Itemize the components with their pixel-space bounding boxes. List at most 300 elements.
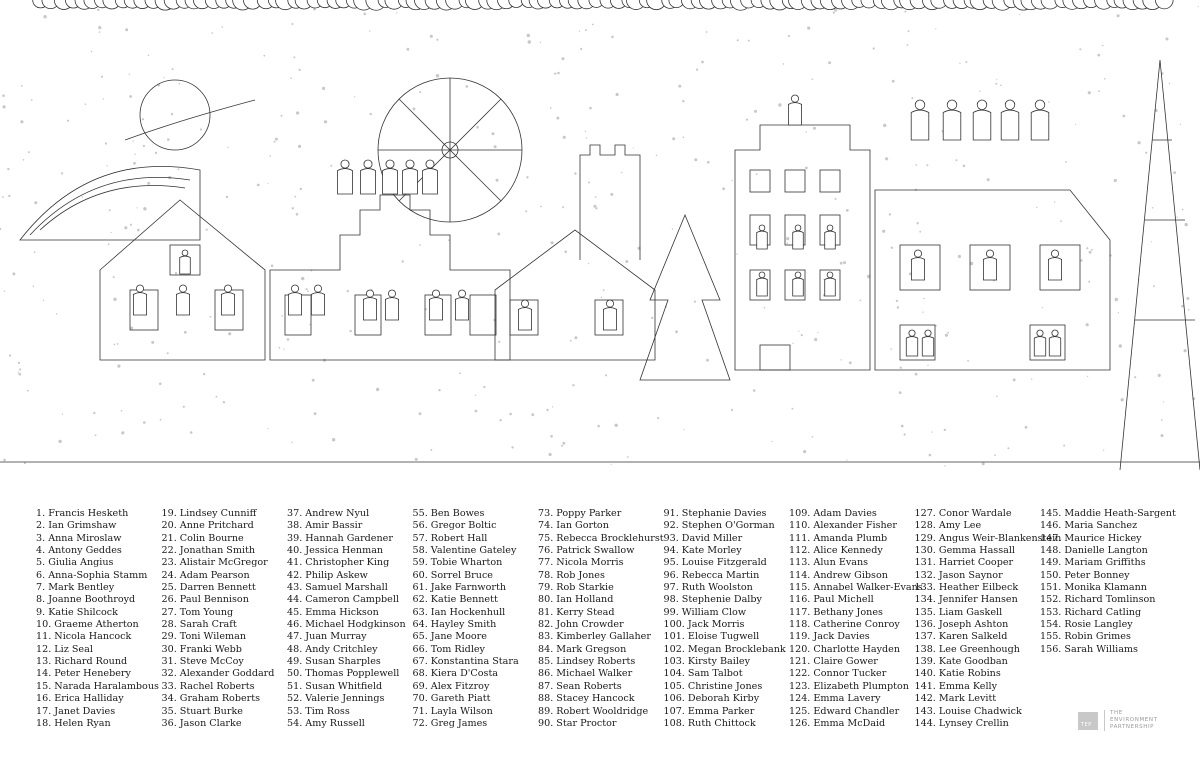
- name-entry: 43. Samuel Marshall: [287, 582, 388, 594]
- snowflake: [274, 141, 276, 143]
- name-entry: 144. Lynsey Crellin: [914, 717, 1009, 729]
- snowflake: [85, 103, 87, 105]
- snowflake: [117, 343, 119, 345]
- name-entry: 71. Layla Wilson: [412, 705, 493, 717]
- snowflake: [549, 453, 552, 456]
- person-figure: [138, 0, 162, 392]
- name-entry: 109. Adam Davies: [789, 508, 877, 519]
- name-entry: 51. Susan Whitfield: [287, 680, 383, 692]
- name-entry: 68. Kiera D'Costa: [412, 668, 499, 680]
- snowflake: [28, 151, 30, 153]
- person-figure: [455, 290, 468, 320]
- person-figure: [793, 272, 804, 296]
- name-entry: 22. Jonathan Smith: [161, 545, 256, 557]
- snowflake: [1054, 201, 1055, 202]
- person-figure: [633, 0, 655, 398]
- name-entry: 54. Amy Russell: [287, 717, 365, 729]
- snowflake: [143, 207, 146, 210]
- person-figure: [1148, 0, 1173, 388]
- tep-logo: [1078, 710, 1158, 731]
- name-entry: 66. Tom Ridley: [412, 643, 485, 655]
- snowflake: [927, 365, 928, 366]
- snowflake: [1121, 398, 1124, 401]
- name-entry: 150. Peter Bonney: [1040, 569, 1130, 581]
- name-entry: 82. John Crowder: [538, 619, 624, 631]
- snowflake: [1180, 124, 1181, 125]
- snowflake: [476, 126, 479, 129]
- name-entry: 60. Sorrel Bruce: [412, 569, 493, 581]
- snowflake: [283, 349, 284, 350]
- house-1: [100, 200, 265, 360]
- person-figure: [383, 160, 398, 194]
- snowflake: [694, 301, 696, 303]
- name-entry: 34. Graham Roberts: [161, 693, 261, 705]
- person-figure: [887, 0, 909, 396]
- snowflake: [1118, 312, 1119, 313]
- name-entry: 122. Connor Tucker: [789, 668, 887, 680]
- person-figure: [250, 0, 275, 389]
- person-figure: [825, 272, 836, 296]
- snowflake: [814, 338, 817, 341]
- name-entry: 145. Maddie Heath-Sargent: [1040, 508, 1176, 519]
- name-entry: 111. Amanda Plumb: [789, 532, 888, 544]
- snowflake: [498, 341, 500, 343]
- person-figure: [117, 0, 140, 394]
- person-figure: [518, 300, 531, 330]
- name-entry: 107. Emma Parker: [663, 705, 755, 717]
- person-figure: [281, 0, 304, 393]
- person-figure: [224, 0, 252, 379]
- name-entry: 101. Eloise Tugwell: [663, 631, 760, 643]
- snowflake: [1091, 249, 1093, 251]
- person-figure: [127, 0, 151, 391]
- snowflake: [1000, 85, 1002, 87]
- person-figure: [300, 0, 323, 395]
- snowflake: [1166, 38, 1169, 41]
- snowflake: [222, 26, 224, 28]
- house-3: [495, 230, 655, 360]
- snowflake: [396, 12, 397, 13]
- snowflake: [967, 360, 969, 362]
- snowflake: [93, 412, 95, 414]
- person-figure: [95, 0, 120, 388]
- name-entry: 61. Jake Farnworth: [412, 582, 507, 594]
- snowflake: [919, 231, 921, 233]
- name-entry: 153. Richard Catling: [1040, 606, 1142, 618]
- snowflake: [1153, 285, 1155, 287]
- snowflake: [1119, 344, 1122, 347]
- name-entry: 137. Karen Salkeld: [914, 631, 1008, 643]
- snowflake: [43, 300, 44, 301]
- person-figure: [873, 0, 901, 381]
- snowflake: [694, 158, 697, 161]
- person-figure: [757, 225, 768, 249]
- name-entry: 14. Peter Henebery: [36, 668, 131, 680]
- person-figure: [619, 0, 646, 383]
- name-entry: 70. Gareth Piatt: [412, 693, 491, 705]
- snowflake: [813, 127, 816, 130]
- snowflake: [892, 80, 895, 83]
- snowflake: [889, 213, 891, 215]
- person-figure: [1005, 0, 1034, 377]
- name-entry: 23. Alistair McGregor: [161, 557, 268, 569]
- snowflake: [1138, 141, 1141, 144]
- person-figure: [911, 250, 924, 280]
- snowflake: [1063, 445, 1065, 447]
- snowflake: [678, 85, 681, 88]
- crowd: [26, 0, 1173, 400]
- snowflake: [175, 272, 177, 274]
- name-entry: 90. Star Proctor: [538, 717, 617, 729]
- snowflake: [840, 262, 843, 265]
- person-figure: [288, 285, 301, 315]
- snowflake: [330, 165, 332, 167]
- name-entry: 3. Anna Miroslaw: [36, 532, 122, 544]
- name-entry: 9. Katie Shilcock: [36, 606, 118, 618]
- snowflake: [376, 388, 379, 391]
- snowflake: [706, 31, 708, 33]
- person-figure: [674, 0, 699, 389]
- names-column: [162, 508, 286, 730]
- person-figure: [603, 0, 627, 392]
- name-entry: 44. Cameron Campbell: [287, 594, 399, 606]
- snowflake: [19, 368, 21, 370]
- snowflake: [167, 138, 170, 141]
- snowflake: [611, 36, 614, 39]
- name-entry: 31. Steve McCoy: [161, 656, 244, 668]
- snowflake: [296, 111, 299, 114]
- person-figure: [812, 0, 839, 382]
- snowflake: [183, 406, 185, 408]
- snowflake: [415, 458, 418, 461]
- snowflake: [143, 145, 145, 147]
- name-entry: 17. Janet Davies: [36, 705, 116, 717]
- snowflake: [987, 178, 990, 181]
- snowflake: [27, 390, 29, 392]
- snowflake: [935, 28, 936, 29]
- name-entry: 5. Giulia Angius: [36, 557, 114, 569]
- person-figure: [757, 272, 768, 296]
- person-figure: [1001, 100, 1019, 140]
- snowflake: [965, 61, 967, 63]
- name-entry: 130. Gemma Hassall: [914, 545, 1016, 557]
- snowflake: [8, 195, 10, 197]
- name-entry: 138. Lee Greenhough: [914, 643, 1020, 655]
- snowflake: [1198, 6, 1199, 7]
- person-figure: [655, 0, 679, 392]
- name-entry: 97. Ruth Woolston: [663, 582, 753, 594]
- person-figure: [1049, 330, 1060, 356]
- name-entry: 81. Kerry Stead: [538, 606, 615, 618]
- names-column: [1040, 508, 1176, 656]
- snowflake: [98, 26, 101, 29]
- name-entry: 88. Stacey Hancock: [538, 693, 635, 705]
- snowflake: [1177, 217, 1178, 218]
- logo-mark-text: TEP: [1081, 721, 1092, 728]
- name-entry: 15. Narada Haralambous: [36, 680, 159, 692]
- snowflake: [430, 449, 432, 451]
- snowflake: [18, 362, 20, 364]
- snowflake: [911, 97, 913, 99]
- name-entry: 142. Mark Levitt: [914, 693, 997, 705]
- snowflake: [1163, 401, 1164, 402]
- name-entry: 40. Jessica Henman: [287, 545, 384, 557]
- person-figure: [976, 0, 1000, 392]
- name-entry: 4. Antony Geddes: [36, 545, 122, 557]
- snowflake: [1134, 376, 1136, 378]
- snowflake: [945, 334, 948, 337]
- person-figure: [775, 0, 799, 390]
- name-entry: 8. Joanne Boothroyd: [36, 594, 136, 606]
- snowflake: [788, 35, 790, 37]
- snowflake: [135, 154, 136, 155]
- snowflake: [929, 454, 932, 457]
- names-column: [664, 508, 788, 730]
- name-entry: 24. Adam Pearson: [161, 569, 250, 581]
- name-entry: 12. Liz Seal: [36, 643, 93, 655]
- name-entry: 76. Patrick Swallow: [538, 545, 635, 557]
- snowflake: [159, 383, 162, 386]
- snowflake: [1075, 124, 1076, 125]
- snowflake: [137, 229, 140, 232]
- snowflake: [1182, 209, 1184, 211]
- snowflake: [1169, 83, 1170, 84]
- person-figure: [583, 0, 604, 400]
- snowflake: [1123, 115, 1126, 118]
- snowflake: [407, 48, 410, 51]
- snowflake: [633, 147, 634, 148]
- snowflake: [402, 260, 404, 262]
- name-entry: 19. Lindsey Cunniff: [161, 508, 257, 519]
- snowflake: [124, 226, 127, 229]
- name-entry: 16. Erica Halliday: [36, 693, 124, 705]
- snowflake: [783, 63, 785, 65]
- snowflake: [748, 40, 750, 42]
- snowflake: [970, 262, 973, 265]
- snowflake: [113, 298, 116, 301]
- snowflake: [1079, 48, 1081, 50]
- pylon: [1120, 60, 1200, 470]
- snowflake: [561, 445, 563, 447]
- name-entry: 152. Richard Tomlinson: [1040, 594, 1156, 606]
- snowflake: [562, 206, 564, 208]
- name-entry: 79. Rob Starkie: [538, 582, 614, 594]
- snowflake: [129, 95, 132, 98]
- person-figure: [788, 95, 801, 125]
- person-figure: [1077, 0, 1099, 398]
- person-figure: [911, 100, 929, 140]
- person-figure: [320, 0, 344, 392]
- name-entry: 105. Christine Jones: [663, 680, 763, 692]
- snowflake: [588, 263, 589, 264]
- person-figure: [1107, 0, 1130, 395]
- person-figure: [1031, 100, 1049, 140]
- snowflake: [151, 341, 154, 344]
- person-figure: [663, 0, 685, 398]
- person-figure: [88, 0, 110, 397]
- person-figure: [906, 330, 917, 356]
- person-figure: [46, 0, 73, 383]
- snowflake: [907, 44, 909, 46]
- name-entry: 41. Christopher King: [287, 557, 390, 569]
- snowflake: [267, 183, 268, 184]
- snowflake: [1036, 207, 1037, 208]
- snowflake: [436, 74, 439, 77]
- snowflake: [833, 12, 835, 14]
- snowflake: [805, 131, 807, 133]
- snowflake: [211, 32, 213, 34]
- name-entry: 42. Philip Askew: [287, 569, 368, 581]
- name-entry: 121. Claire Gower: [789, 656, 878, 668]
- name-entry: 62. Katie Bennett: [412, 594, 498, 606]
- snowflake: [347, 290, 349, 292]
- snowflake: [588, 182, 590, 184]
- name-entry: 55. Ben Bowes: [412, 508, 485, 519]
- snowflake: [982, 462, 985, 465]
- snowflake: [322, 87, 325, 90]
- snowflake: [1114, 179, 1117, 182]
- snowflake: [746, 119, 748, 121]
- snowflake: [873, 47, 875, 49]
- name-entry: 45. Emma Hickson: [287, 606, 379, 618]
- person-figure: [984, 0, 1013, 377]
- snowflake: [148, 55, 150, 57]
- snowflake: [143, 421, 146, 424]
- snowflake: [223, 401, 225, 403]
- name-entry: 28. Sarah Craft: [161, 619, 237, 631]
- snowflake: [1188, 309, 1190, 311]
- snowflake: [133, 162, 136, 165]
- person-figure: [169, 0, 193, 393]
- name-entry: 29. Toni Wileman: [161, 631, 247, 643]
- person-figure: [403, 160, 418, 194]
- snowflake: [314, 412, 317, 415]
- snowflake: [1161, 419, 1163, 421]
- snowflake: [228, 332, 231, 335]
- snowflake: [625, 260, 628, 263]
- name-entry: 85. Lindsey Roberts: [538, 656, 636, 668]
- person-figure: [180, 250, 191, 274]
- snowflake: [756, 173, 758, 175]
- snowflake: [843, 261, 846, 264]
- snowflake: [496, 179, 499, 182]
- snowflake: [896, 300, 898, 302]
- person-figure: [157, 0, 183, 386]
- name-entry: 83. Kimberley Gallaher: [538, 631, 651, 643]
- name-entry: 52. Valerie Jennings: [287, 693, 385, 705]
- name-entry: 1. Francis Hesketh: [36, 508, 129, 519]
- snowflake: [589, 107, 592, 110]
- snowflake: [592, 24, 594, 26]
- snowflake: [1019, 14, 1020, 15]
- person-figure: [1013, 0, 1041, 381]
- snowflake: [200, 128, 202, 130]
- person-figure: [479, 0, 507, 381]
- snowflake: [160, 419, 162, 421]
- person-figure: [147, 0, 176, 378]
- snowflake: [1060, 220, 1062, 222]
- snowflake: [369, 30, 370, 31]
- snowflake: [550, 435, 553, 438]
- name-entry: 65. Jane Moore: [412, 631, 487, 643]
- snowflake: [307, 290, 309, 292]
- name-entry: 49. Susan Sharples: [287, 656, 381, 668]
- person-figure: [221, 285, 234, 315]
- snowflake: [155, 152, 157, 154]
- snowflake: [828, 61, 831, 64]
- snowflake: [7, 168, 9, 170]
- name-entry: 113. Alun Evans: [789, 557, 869, 569]
- snowflake: [497, 233, 500, 236]
- snowflake: [603, 289, 605, 291]
- snowflake: [312, 379, 315, 382]
- name-entry: 126. Emma McDaid: [789, 717, 886, 729]
- snowflake: [2, 94, 5, 97]
- snowflake: [701, 61, 704, 64]
- snowflake: [803, 450, 806, 453]
- person-figure: [846, 0, 867, 400]
- name-entry: 67. Konstantina Stara: [412, 656, 519, 668]
- name-entry: 119. Jack Davies: [789, 631, 870, 643]
- snowflake: [557, 72, 560, 75]
- snowflake: [1117, 14, 1120, 17]
- name-entry: 141. Emma Kelly: [914, 680, 998, 692]
- snowflake: [438, 389, 440, 391]
- snowflake: [707, 161, 710, 164]
- person-figure: [363, 290, 376, 320]
- person-figure: [1126, 0, 1152, 386]
- snowflake: [552, 406, 553, 407]
- name-entry: 127. Conor Wardale: [914, 508, 1012, 519]
- person-figure: [1024, 0, 1050, 386]
- snowflake: [737, 39, 739, 41]
- snowflake: [792, 230, 793, 231]
- snowflake: [1080, 259, 1082, 261]
- snowflake: [294, 196, 296, 198]
- person-figure: [1135, 0, 1162, 382]
- snowflake: [419, 244, 421, 246]
- snowflake: [996, 396, 998, 398]
- snowflake: [1086, 247, 1088, 249]
- person-figure: [639, 0, 666, 381]
- snowflake: [9, 354, 11, 356]
- snowflake: [1007, 447, 1009, 449]
- person-figure: [957, 0, 980, 394]
- name-entry: 80. Ian Holland: [538, 594, 614, 606]
- name-entry: 108. Ruth Chittock: [663, 717, 756, 729]
- name-entry: 48. Andy Critchley: [287, 643, 378, 655]
- santa-sleigh: [125, 100, 255, 140]
- snowflake: [499, 419, 501, 421]
- name-entry: 149. Mariam Griffiths: [1040, 557, 1146, 569]
- snowflake: [736, 253, 737, 254]
- snowflake: [1151, 241, 1152, 242]
- snowflake: [979, 91, 980, 92]
- person-figure: [133, 285, 146, 315]
- snowflake: [1181, 305, 1184, 308]
- snowflake: [511, 446, 513, 448]
- snowflake: [332, 438, 335, 441]
- snowflake: [610, 193, 613, 196]
- name-entry: 46. Michael Hodgkinson: [287, 619, 406, 631]
- snowflake: [287, 338, 290, 341]
- snowflake: [812, 78, 814, 80]
- snowflake: [597, 425, 600, 428]
- name-entry: 156. Sarah Williams: [1040, 643, 1138, 655]
- snowflake: [926, 164, 928, 166]
- snowflake: [944, 429, 946, 431]
- name-entry: 37. Andrew Nyul: [287, 508, 370, 519]
